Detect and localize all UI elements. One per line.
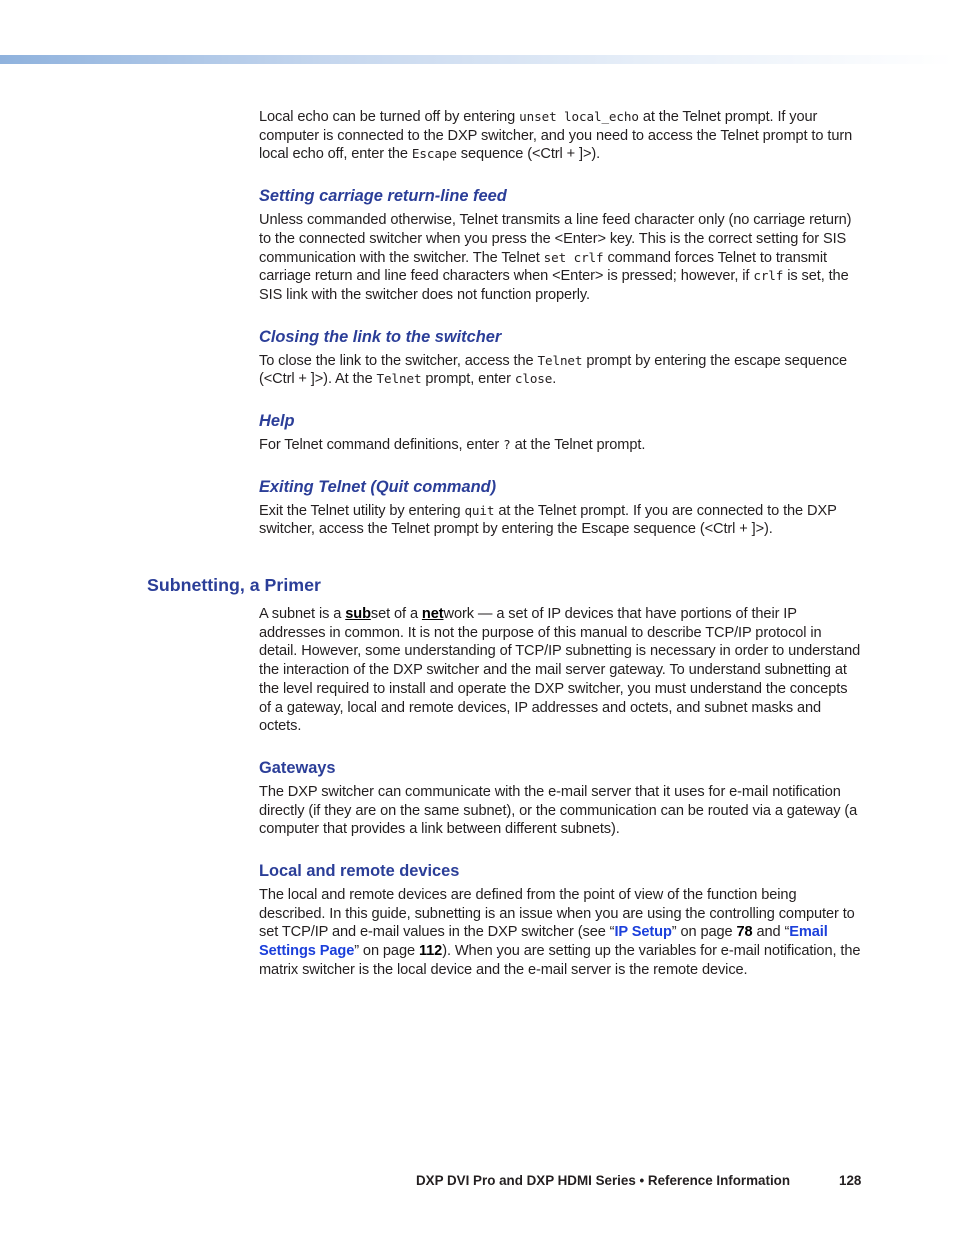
footer-title: DXP DVI Pro and DXP HDMI Series • Reference Information xyxy=(416,1173,791,1188)
local-remote-paragraph: The local and remote devices are defined from the point of view of the function being described. In this guide, subnetting is an issue when you are using the controlling computer to set TCP/IP and e-mail values in the DXP switcher (see “IP Setup” on page 78 and “Email Settings Page” on page 112). When you are setting up the variables for e-mail notification, the matrix switcher is the local device and the e-mail server is the remote device. xyxy=(259,887,861,978)
help-paragraph: For Telnet command definitions, enter ? at the Telnet prompt. xyxy=(259,437,646,454)
heading-closing-link: Closing the link to the switcher xyxy=(259,327,502,346)
gateways-paragraph: The DXP switcher can communicate with the e-mail server that it uses for e-mail notification directly (if they are on the same subnet), or the communication can be routed via a gateway (a computer that provides a link between different subnets). xyxy=(259,783,858,838)
emphasis-net: net xyxy=(421,606,444,622)
footer-page-number: 128 xyxy=(839,1173,862,1188)
emphasis-sub: sub xyxy=(345,606,371,622)
code-quit: quit xyxy=(464,502,495,518)
intro-paragraph: Local echo can be turned off by entering unset local_echo at the Telnet prompt. If your computer is connected to the DXP switcher, and you need to access the Telnet prompt to turn local echo off, enter the Escape sequence (<Ctrl + ]>). xyxy=(259,109,853,163)
link-ip-setup[interactable]: IP Setup xyxy=(614,924,672,941)
subnetting-column xyxy=(259,605,861,980)
section-heading-subnetting: Subnetting, a Primer xyxy=(147,575,321,595)
heading-exiting-telnet: Exiting Telnet (Quit command) xyxy=(259,477,497,496)
crlf-paragraph: Unless commanded otherwise, Telnet transmits a line feed character only (no carriage return) to the connected switcher when you press the <Enter> key. This is the correct setting for SIS communication with the switcher. The Telnet set crlf command forces Telnet to transmit carriage return and line feed characters when <Enter> is pressed; however, if crlf is set, the SIS link with the switcher does not function properly. xyxy=(259,212,852,303)
code-telnet: Telnet xyxy=(537,352,583,368)
link-email-settings-page[interactable]: Email Settings Page xyxy=(259,924,828,960)
heading-gateways: Gateways xyxy=(259,758,336,777)
page-ref-78: 78 xyxy=(736,924,753,941)
code-escape: Escape xyxy=(411,146,457,162)
code-set-crlf: set crlf xyxy=(543,249,604,265)
heading-crlf: Setting carriage return-line feed xyxy=(259,187,507,206)
header-gradient-bar xyxy=(0,55,954,64)
subnetting-paragraph: A subnet is a subset of a network — a set of IP devices that have portions of their IP addresses in common. It is not the purpose of this manual to describe TCP/IP protocol in detail. However, some understanding of TCP/IP subnetting is necessary in order to understand the interaction of the DXP switcher and the mail server gateway. To understand subnetting at the level required to install and operate the DXP switcher, you must understand the concepts of a gateway, local and remote devices, IP addresses and octets, and subnet masks and octets. xyxy=(259,606,861,735)
code-crlf: crlf xyxy=(753,268,784,284)
closing-paragraph: To close the link to the switcher, access the Telnet prompt by entering the escape sequence (<Ctrl + ]>). At the Telnet prompt, enter close. xyxy=(259,352,848,388)
exiting-paragraph: Exit the Telnet utility by entering quit at the Telnet prompt. If you are connected to the DXP switcher, access the Telnet prompt by entering the Escape sequence (<Ctrl + ]>). xyxy=(259,502,837,538)
code-unset-local-echo: unset local_echo xyxy=(519,109,639,124)
page-ref-112: 112 xyxy=(418,943,443,960)
heading-local-remote-devices: Local and remote devices xyxy=(259,862,460,881)
body-text-column xyxy=(259,108,861,539)
code-telnet-2: Telnet xyxy=(376,371,422,387)
code-close: close xyxy=(514,371,553,387)
heading-help: Help xyxy=(259,412,295,431)
code-question-mark: ? xyxy=(503,437,511,453)
